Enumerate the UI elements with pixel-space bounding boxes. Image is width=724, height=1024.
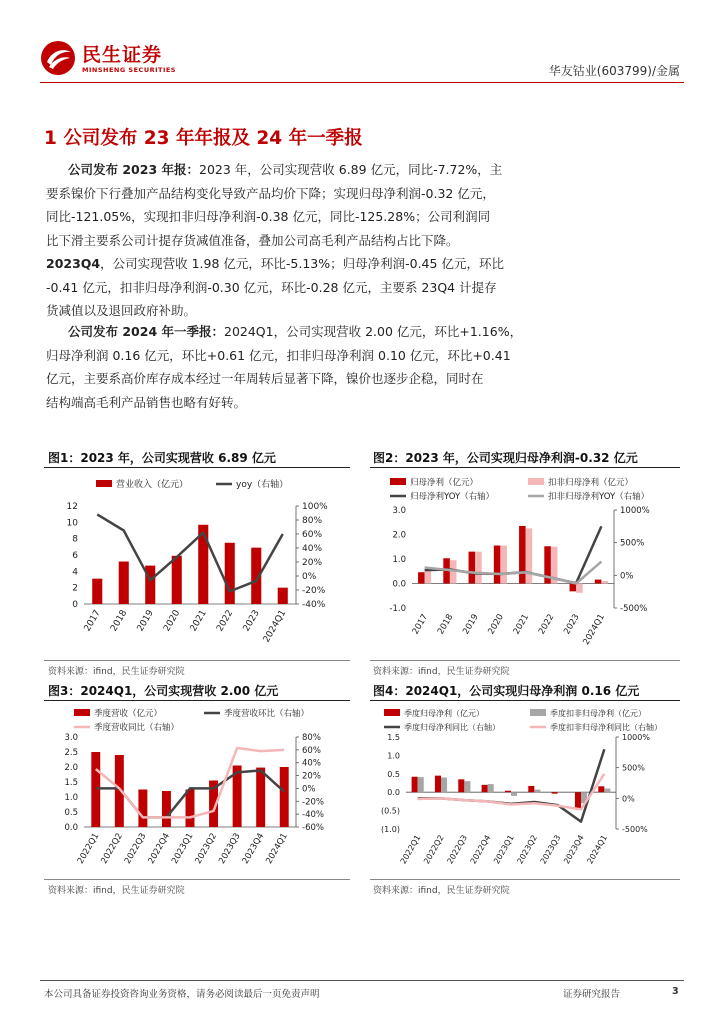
y-right-tick-label: 80% [302, 733, 321, 743]
y-right-tick-label: 0% [620, 571, 634, 582]
para-line: 归母净利润 0.16 亿元，环比+0.61 亿元，扣非归母净利润 0.10 亿元，环比+0.41 [46, 347, 511, 363]
bar [601, 581, 608, 583]
x-tick-label: 2023 [241, 608, 262, 634]
bar [488, 784, 494, 792]
legend-label: 季度扣非归母净利（亿元） [550, 709, 646, 718]
para-line: 公司发布 2023 年报：2023 年，公司实现营收 6.89 亿元，同比-7.72%，主 [68, 162, 503, 177]
bar [278, 588, 288, 604]
chart-net-profit-annual [370, 470, 680, 658]
x-tick-label: 2023Q3 [217, 831, 243, 866]
legend-label: yoy（右轴） [236, 480, 289, 490]
bar [558, 792, 564, 793]
y-right-tick-label: 60% [302, 530, 323, 540]
legend-swatch-bar [96, 480, 112, 487]
para-line: -0.41 亿元，扣非归母净利润-0.30 亿元，环比-0.28 亿元，主要系 23Q4 计提存 [46, 279, 497, 295]
brand-name-en: MINSHENG SECURITIES [82, 66, 176, 74]
figure-1-source: 资料来源：ifind，民生证券研究院 [48, 667, 185, 677]
bar [500, 546, 507, 584]
x-tick-label: 2022Q1 [398, 833, 423, 866]
section-title: 1 公司发布 23 年年报及 24 年一季报 [44, 128, 363, 149]
bar [552, 792, 558, 793]
legend-swatch-bar [530, 709, 546, 716]
para-line: 同比-121.05%，实现扣非归母净利润-0.38 亿元，同比-125.28%；公司利润同 [46, 209, 491, 224]
para-line: 要系镍价下行叠加产品结构变化导致产品均价下降；实现归母净利润-0.32 亿元， [46, 185, 495, 201]
para-line: 货减值以及退回政府补助。 [46, 303, 197, 318]
para-lead: 公司发布 2023 年报： [68, 162, 199, 177]
y-left-tick-label: 0 [72, 600, 78, 610]
x-tick-label: 2017 [82, 608, 103, 634]
y-left-tick-label: 8 [72, 534, 78, 545]
x-tick-label: 2023Q4 [240, 831, 267, 866]
figure-3-bottom-rule [44, 879, 350, 880]
y-left-tick-label: 1.0 [387, 751, 400, 761]
y-left-tick-label: -1.0 [389, 604, 406, 614]
page-number: 3 [672, 986, 679, 997]
company-ticker: 华友钴业(603799)/金属 [548, 64, 680, 78]
figure-4-bottom-rule [370, 879, 680, 880]
figure-2-source: 资料来源：ifind，民生证券研究院 [373, 667, 510, 677]
legend-label: 季度营收环比（右轴） [224, 709, 310, 719]
para-lead: 公司发布 2024 年一季报： [68, 324, 224, 339]
y-right-tick-label: -500% [622, 825, 648, 834]
x-tick-label: 2022Q2 [422, 833, 446, 866]
y-right-tick-label: 40% [302, 544, 323, 554]
bar [519, 526, 526, 584]
y-right-tick-label: 60% [302, 745, 321, 756]
bar [92, 579, 102, 604]
x-tick-label: 2022Q4 [146, 831, 173, 866]
x-tick-label: 2022Q1 [75, 831, 102, 866]
y-left-tick-label: 1.0 [64, 793, 78, 803]
y-right-tick-label: -40% [302, 810, 324, 821]
y-left-tick-label: 0.0 [387, 788, 400, 798]
footer-report-type: 证券研究报告 [563, 989, 621, 1000]
y-left-tick-label: 2.0 [392, 530, 406, 541]
y-left-tick-label: (0.5) [381, 806, 400, 816]
x-tick-label: 2022Q4 [468, 833, 493, 866]
y-left-tick-label: 4 [72, 567, 78, 578]
y-left-tick-label: 1.5 [64, 778, 78, 788]
chart-revenue-annual [44, 470, 350, 658]
x-tick-label: 2023Q4 [562, 833, 586, 866]
y-right-tick-label: 500% [622, 763, 645, 773]
y-right-tick-label: 100% [302, 502, 328, 512]
x-tick-label: 2023Q1 [170, 831, 196, 866]
legend-label: 季度扣非归母净利同比（右轴） [550, 723, 662, 732]
x-tick-label: 2020 [486, 612, 506, 637]
legend-swatch-bar [384, 709, 400, 716]
legend-label: 营业收入（亿元） [116, 480, 189, 490]
y-right-tick-label: 1000% [622, 733, 650, 742]
y-right-tick-label: 1000% [620, 506, 650, 516]
y-right-tick-label: -40% [302, 600, 326, 610]
bar [494, 546, 501, 584]
bar [575, 792, 581, 809]
bar [280, 767, 289, 827]
legend-label: 归母净利YOY（右轴） [410, 492, 495, 502]
bar [162, 791, 171, 827]
bar [604, 789, 610, 793]
y-left-tick-label: 3.0 [392, 506, 406, 516]
x-tick-label: 2024Q1 [261, 608, 289, 645]
figure-4-title: 图4：2024Q1，公司实现归母净利润 0.16 亿元 [373, 684, 640, 698]
legend-swatch-bar [390, 478, 406, 485]
y-left-tick-label: 1.0 [392, 555, 406, 565]
bar [475, 552, 482, 584]
x-tick-label: 2022 [215, 608, 236, 634]
legend-label: 季度归母净利（亿元） [404, 709, 484, 718]
bar [186, 790, 195, 828]
bar [534, 790, 540, 793]
bar [441, 777, 447, 792]
legend-label: 扣非归母净利YOY（右轴） [548, 492, 650, 502]
x-tick-label: 2023Q2 [515, 833, 540, 866]
para-line: 比下滑主要系公司计提存货减值准备，叠加公司高毛利产品结构占比下降。 [46, 232, 459, 248]
y-left-tick-label: 0.0 [64, 823, 78, 833]
brand-name: 民生证券 [82, 44, 163, 66]
x-tick-label: 2023Q3 [538, 833, 563, 866]
x-tick-label: 2021 [188, 608, 209, 634]
y-left-tick-label: 0.5 [387, 769, 400, 779]
x-tick-label: 2022 [536, 612, 557, 637]
bar [256, 768, 265, 827]
y-right-tick-label: 40% [302, 758, 321, 769]
figure-1-bottom-rule [44, 660, 350, 661]
para-lead: 2023Q4 [46, 256, 101, 271]
y-left-tick-label: (1.0) [381, 825, 400, 834]
legend-label: 归母净利（亿元） [410, 478, 479, 488]
y-right-tick-label: 0% [302, 572, 317, 582]
para-line: 亿元，主要系高价库存成本经过一年周转后显著下降，镍价也逐步企稳，同时在 [46, 371, 484, 386]
y-left-tick-label: 12 [66, 502, 78, 512]
y-left-tick-label: 2.0 [64, 763, 78, 773]
chart-net-profit-quarterly [370, 703, 680, 877]
bar [119, 562, 129, 604]
x-tick-label: 2024Q1 [264, 831, 290, 866]
bar [526, 528, 533, 583]
figure-2-rule [370, 467, 680, 468]
bar [412, 777, 418, 792]
para-line: 2023Q4，公司实现营收 1.98 亿元，环比-5.13%；归母净利润-0.45 亿元，环比 [46, 256, 504, 271]
bar [576, 584, 583, 593]
y-right-tick-label: -20% [302, 586, 326, 596]
x-tick-label: 2022Q2 [99, 831, 125, 866]
minsheng-logo-icon [40, 40, 76, 76]
footer-divider [40, 980, 684, 981]
bar [172, 556, 182, 604]
y-right-tick-label: 0% [302, 784, 316, 795]
bar [464, 781, 470, 792]
figure-2-bottom-rule [370, 660, 680, 661]
y-right-tick-label: -500% [620, 604, 648, 614]
bar [482, 785, 488, 792]
figure-3-title: 图3：2024Q1，公司实现营收 2.00 亿元 [48, 684, 279, 698]
y-right-tick-label: -20% [302, 797, 324, 808]
bar [418, 572, 425, 583]
figure-1-title: 图1：2023 年，公司实现营收 6.89 亿元 [48, 451, 276, 465]
figure-4-rule [370, 700, 680, 701]
x-tick-label: 2022Q3 [122, 831, 149, 866]
bar [505, 791, 511, 792]
x-tick-label: 2020 [162, 608, 183, 634]
footer-disclaimer: 本公司具备证券投资咨询业务资格，请务必阅读最后一页免责声明 [44, 989, 320, 1000]
y-right-tick-label: 500% [620, 538, 645, 549]
x-tick-label: 2019 [135, 608, 156, 634]
bar [458, 779, 464, 792]
x-tick-label: 2024Q1 [585, 833, 610, 866]
legend-label: 季度归母净利同比（右轴） [404, 723, 500, 732]
y-left-tick-label: 0.5 [64, 808, 78, 818]
legend-label: 扣非归母净利（亿元） [548, 478, 634, 488]
x-tick-label: 2018 [435, 612, 456, 637]
bar [418, 777, 424, 792]
bar [225, 543, 235, 604]
y-left-tick-label: 0.0 [392, 579, 406, 590]
y-right-tick-label: -60% [302, 823, 324, 833]
x-tick-label: 2023Q1 [492, 833, 516, 866]
bar [528, 786, 534, 792]
legend-label: 季度营收（亿元） [94, 709, 163, 719]
y-left-tick-label: 3.0 [64, 733, 78, 743]
y-left-tick-label: 2 [72, 583, 78, 594]
paragraph-q1-report [46, 320, 686, 414]
y-left-tick-label: 10 [66, 518, 78, 529]
y-right-tick-label: 80% [302, 516, 323, 526]
bar [138, 790, 147, 828]
figure-3-rule [44, 700, 350, 701]
header-divider [40, 82, 684, 83]
x-tick-label: 2022Q3 [445, 833, 470, 866]
y-left-tick-label: 2.5 [64, 748, 78, 758]
x-tick-label: 2021 [511, 612, 532, 637]
para-line: 公司发布 2024 年一季报：2024Q1，公司实现营收 2.00 亿元，环比+1.16%， [68, 324, 523, 339]
legend-swatch-bar [528, 478, 544, 485]
bar [425, 570, 432, 583]
bar [511, 792, 517, 796]
figure-1-rule [44, 467, 350, 468]
y-right-tick-label: 20% [302, 558, 323, 568]
x-tick-label: 2023Q2 [193, 831, 220, 866]
figure-2-title: 图2：2023 年，公司实现归母净利润-0.32 亿元 [373, 451, 638, 465]
bar [598, 786, 604, 792]
x-tick-label: 2018 [109, 608, 130, 634]
paragraph-annual-report [46, 158, 686, 323]
y-right-tick-label: 20% [302, 771, 321, 782]
bar [595, 580, 602, 584]
legend-label: 季度营收同比（右轴） [94, 723, 180, 733]
chart-revenue-quarterly [44, 703, 350, 877]
figure-4-source: 资料来源：ifind，民生证券研究院 [373, 886, 510, 896]
bar [469, 552, 476, 584]
legend-swatch-bar [74, 709, 90, 716]
bar [570, 584, 577, 592]
x-tick-label: 2017 [410, 612, 431, 637]
y-left-tick-label: 6 [72, 551, 78, 561]
figure-3-source: 资料来源：ifind，民生证券研究院 [48, 886, 185, 896]
x-tick-label: 2024Q1 [581, 612, 607, 647]
x-tick-label: 2019 [461, 612, 481, 637]
bar [435, 776, 441, 793]
y-left-tick-label: 1.5 [387, 733, 400, 742]
y-right-tick-label: 0% [622, 794, 635, 804]
para-line: 结构端高毛利产品销售也略有好转。 [46, 394, 247, 410]
x-tick-label: 2023 [562, 612, 582, 637]
